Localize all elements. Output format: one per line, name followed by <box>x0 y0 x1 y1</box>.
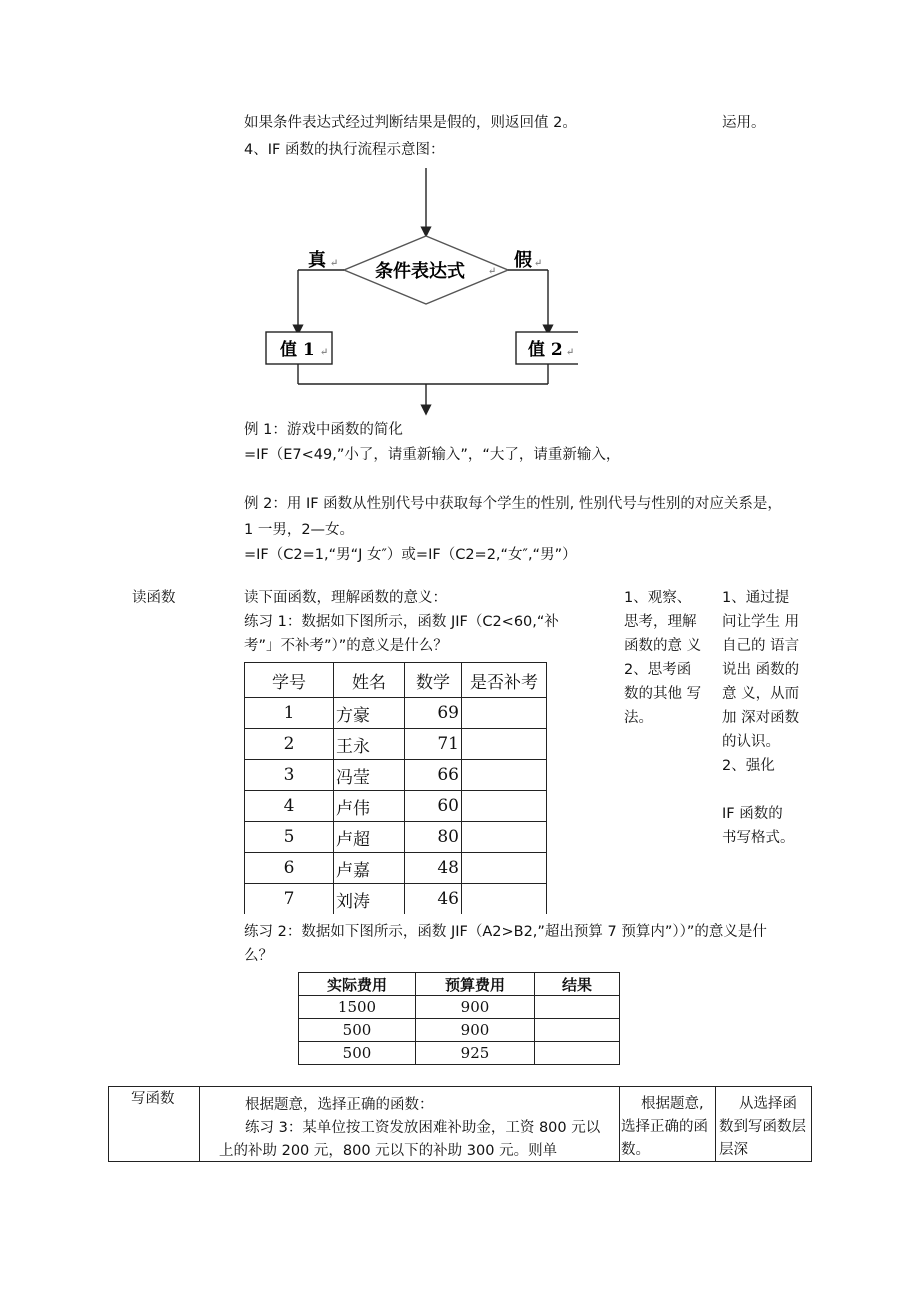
paragraph-mark: ↵ <box>566 347 575 358</box>
student-activity-line: 思考，理解 <box>624 614 697 630</box>
exercise3-line: 上的补助 200 元，800 元以下的补助 300 元。则单 <box>219 1143 558 1159</box>
example1-title: 例 1：游戏中函数的简化 <box>244 422 403 438</box>
section-label-read: 读函数 <box>132 590 176 606</box>
cell-result <box>462 698 547 729</box>
cell-name: 卢伟 <box>334 791 405 822</box>
design-intent-line: 2、强化 <box>722 758 775 774</box>
cell-budget: 925 <box>416 1042 535 1065</box>
body-text-right: 运用。 <box>722 115 766 131</box>
cell-result <box>462 853 547 884</box>
cell-score: 48 <box>405 853 462 884</box>
cell-name: 卢超 <box>334 822 405 853</box>
col-header: 实际费用 <box>299 973 416 996</box>
cell-budget: 900 <box>416 996 535 1019</box>
exercise1-line: 练习 1：数据如下图所示，函数 JIF（C2<60,“补 <box>244 614 559 630</box>
cell-result <box>535 1019 620 1042</box>
budget-table <box>298 972 620 1065</box>
read-intro: 读下面函数，理解函数的意义： <box>244 590 447 606</box>
cell-id: 6 <box>245 853 334 884</box>
cell-name: 冯莹 <box>334 760 405 791</box>
table-row <box>299 1019 620 1042</box>
student-activity-line: 1、观察、 <box>624 590 692 606</box>
col-header: 学号 <box>245 663 334 698</box>
col-header: 数学 <box>405 663 462 698</box>
column-divider <box>619 1087 620 1161</box>
cell-result <box>462 822 547 853</box>
cell-score: 46 <box>405 884 462 915</box>
example2-line: 1 一男，2—女。 <box>244 522 355 538</box>
column-divider <box>715 1087 716 1161</box>
paragraph-mark: ↵ <box>488 266 497 277</box>
design-intent-line: 数到写函数层 <box>719 1119 806 1135</box>
cell-id: 1 <box>245 698 334 729</box>
column-divider <box>199 1087 200 1161</box>
col-header: 姓名 <box>334 663 405 698</box>
table-row <box>245 884 547 915</box>
cell-score: 60 <box>405 791 462 822</box>
table-row <box>245 729 547 760</box>
student-activity-line: 2、思考函 <box>624 662 692 678</box>
design-intent-line: 意 义，从而 <box>722 686 800 702</box>
cell-id: 5 <box>245 822 334 853</box>
cell-name: 刘涛 <box>334 884 405 915</box>
cell-budget: 900 <box>416 1019 535 1042</box>
condition-label: 条件表达式 <box>375 261 465 282</box>
section-heading: 4、IF 函数的执行流程示意图： <box>244 142 445 158</box>
paragraph-mark: ↵ <box>330 258 339 269</box>
student-activity-line: 数的其他 写 <box>624 686 702 702</box>
body-text-line: 如果条件表达式经过判断结果是假的，则返回值 2。 <box>244 115 577 131</box>
write-function-section <box>108 1086 812 1162</box>
exercise3-line: 练习 3：某单位按工资发放困难补助金，工资 800 元以 <box>245 1120 601 1136</box>
col-header: 结果 <box>535 973 620 996</box>
design-intent-line: 问让学生 用 <box>722 614 800 630</box>
table-row <box>245 698 547 729</box>
design-intent-line: 说出 函数的 <box>722 662 800 678</box>
table-header-row <box>245 663 547 698</box>
value2-label: 值 2 <box>528 340 563 360</box>
student-activity-column <box>621 1093 715 1162</box>
cell-actual: 500 <box>299 1042 416 1065</box>
cell-result <box>462 729 547 760</box>
table-row <box>299 1042 620 1065</box>
cell-score: 80 <box>405 822 462 853</box>
student-activity-column <box>624 586 716 730</box>
student-activity-line: 数。 <box>621 1142 650 1158</box>
write-intro: 根据题意，选择正确的函数： <box>245 1097 434 1113</box>
design-intent-line: 从选择函 <box>739 1096 797 1112</box>
cell-name: 方豪 <box>334 698 405 729</box>
example1-formula: =IF（E7<49,”小了，请重新输入”，“大了，请重新输入， <box>244 447 621 463</box>
cell-result <box>462 791 547 822</box>
paragraph-mark: ↵ <box>534 258 543 269</box>
value1-label: 值 1 <box>280 340 315 360</box>
exercise2-line: 练习 2：数据如下图所示，函数 JIF（A2>B2,”超出预算 7 预算内”））”的意义是什 <box>244 924 767 940</box>
student-activity-line: 法。 <box>624 710 653 726</box>
cell-result <box>462 884 547 915</box>
cell-id: 4 <box>245 791 334 822</box>
cell-name: 卢嘉 <box>334 853 405 884</box>
cell-result <box>535 1042 620 1065</box>
cell-score: 69 <box>405 698 462 729</box>
section-label-write: 写函数 <box>131 1091 175 1107</box>
student-activity-line: 根据题意, <box>641 1096 704 1112</box>
example2-formula: =IF（C2=1,“男“J 女″）或=IF（C2=2,“女″,“男”） <box>244 547 577 563</box>
table-row <box>245 760 547 791</box>
design-intent-line: 的认识。 <box>722 734 780 750</box>
design-intent-column <box>722 586 818 850</box>
student-activity-line: 函数的意 义 <box>624 638 702 654</box>
design-intent-line: 自己的 语言 <box>722 638 800 654</box>
example2-line: 例 2：用 IF 函数从性别代号中获取每个学生的性别, 性别代号与性别的对应关系是， <box>244 496 782 512</box>
score-table <box>244 662 547 914</box>
exercise1-line: 考”」不补考”）”的意义是什么？ <box>244 638 448 654</box>
cell-result <box>462 760 547 791</box>
cell-actual: 1500 <box>299 996 416 1019</box>
cell-id: 2 <box>245 729 334 760</box>
table-row <box>245 822 547 853</box>
cell-id: 7 <box>245 884 334 915</box>
cell-score: 66 <box>405 760 462 791</box>
cell-name: 王永 <box>334 729 405 760</box>
design-intent-line: IF 函数的 <box>722 806 783 822</box>
false-label: 假 <box>514 250 532 271</box>
paragraph-mark: ↵ <box>320 347 329 358</box>
col-header: 预算费用 <box>416 973 535 996</box>
cell-id: 3 <box>245 760 334 791</box>
table-row <box>245 791 547 822</box>
design-intent-line: 书写格式。 <box>722 830 795 846</box>
if-flowchart <box>258 168 578 416</box>
design-intent-line: 1、通过提 <box>722 590 790 606</box>
col-header: 是否补考 <box>462 663 547 698</box>
exercise2-line: 么？ <box>244 948 273 964</box>
table-row <box>245 853 547 884</box>
student-activity-line: 选择正确的函 <box>621 1119 708 1135</box>
cell-result <box>535 996 620 1019</box>
table-row <box>299 996 620 1019</box>
cell-score: 71 <box>405 729 462 760</box>
design-intent-line: 层深 <box>719 1142 748 1158</box>
cell-actual: 500 <box>299 1019 416 1042</box>
true-label: 真 <box>308 250 326 271</box>
design-intent-column <box>719 1093 811 1162</box>
design-intent-line: 加 深对函数 <box>722 710 800 726</box>
table-header-row <box>299 973 620 996</box>
